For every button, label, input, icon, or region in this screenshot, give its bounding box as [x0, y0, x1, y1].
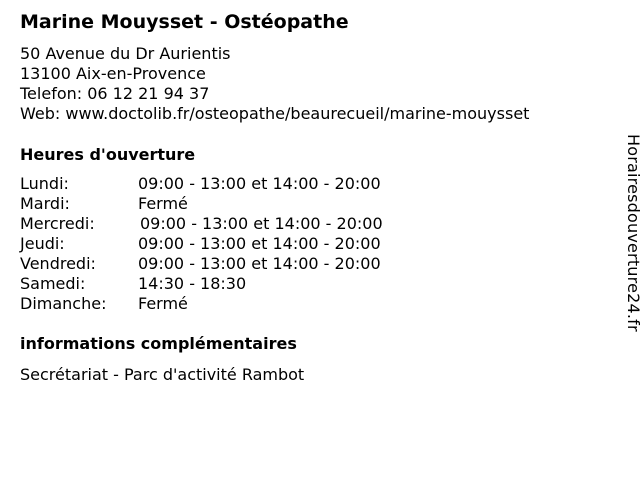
site-watermark: Horairesdouverture24.fr	[624, 134, 643, 332]
hours-time: 09:00 - 13:00 et 14:00 - 20:00	[138, 174, 381, 193]
hours-day: Samedi:	[20, 274, 86, 293]
website-link[interactable]: Web: www.doctolib.fr/osteopathe/beaurecueil/marine-mouysset	[20, 104, 530, 123]
page-title: Marine Mouysset - Ostéopathe	[20, 11, 349, 33]
hours-day: Dimanche:	[20, 294, 107, 313]
hours-time: 09:00 - 13:00 et 14:00 - 20:00	[138, 254, 381, 273]
hours-time: Fermé	[138, 194, 188, 213]
hours-day: Mercredi:	[20, 214, 95, 233]
hours-day: Jeudi:	[20, 234, 65, 253]
hours-time: 09:00 - 13:00 et 14:00 - 20:00	[138, 234, 381, 253]
additional-info-heading: informations complémentaires	[20, 334, 297, 353]
address-city: 13100 Aix-en-Provence	[20, 64, 206, 83]
phone-number: Telefon: 06 12 21 94 37	[20, 84, 210, 103]
hours-time: 14:30 - 18:30	[138, 274, 247, 293]
additional-info-text: Secrétariat - Parc d'activité Rambot	[20, 365, 305, 384]
hours-day: Vendredi:	[20, 254, 96, 273]
contact-block	[20, 44, 529, 124]
address-street: 50 Avenue du Dr Aurientis	[20, 44, 231, 63]
hours-day: Mardi:	[20, 194, 70, 213]
hours-time: 09:00 - 13:00 et 14:00 - 20:00	[140, 214, 383, 233]
opening-hours-heading: Heures d'ouverture	[20, 145, 196, 164]
hours-time: Fermé	[138, 294, 188, 313]
hours-day: Lundi:	[20, 174, 69, 193]
